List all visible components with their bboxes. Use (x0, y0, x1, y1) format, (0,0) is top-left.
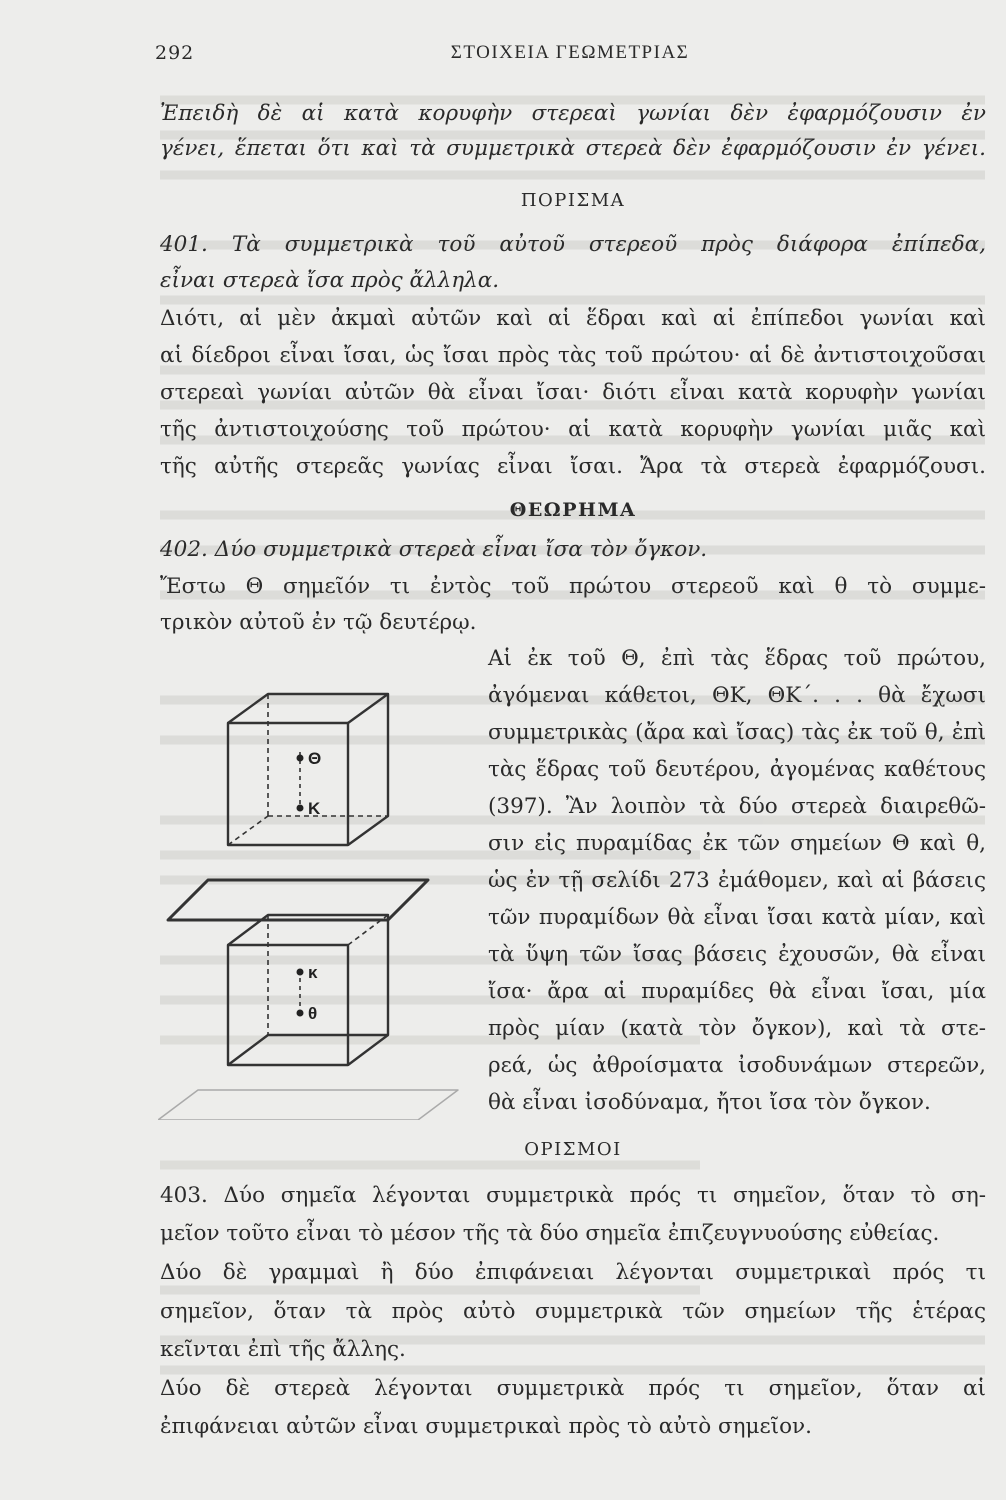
label-kappa-lower: κ (308, 963, 318, 982)
theorem-body-line-6: σιν εἰς πυραμίδας ἐκ τῶν σημείων Θ καὶ θ, (488, 831, 986, 856)
theorem-body-line-8: τῶν πυραμίδων θὰ εἶναι ἴσαι κατὰ μίαν, καὶ (488, 905, 986, 930)
symmetric-cubes-figure (158, 680, 480, 1120)
theorem-body-line-10: ἴσα· ἄρα αἱ πυραμίδες θὰ εἶναι ἴσαι, μία (488, 979, 986, 1004)
definition-lines-line-2: σημεῖον, ὅταν τὰ πρὸς αὐτὸ συμμετρικὰ τῶν σημείων τῆς ἑτέρας (160, 1299, 986, 1324)
definition-lines-line-1: Δύο δὲ γραμμαὶ ἢ δύο ἐπιφάνειαι λέγονται συμμετρικαὶ πρός τι (160, 1260, 986, 1285)
theorem-body-line-5: (397). Ἂν λοιπὸν τὰ δύο στερεὰ διαιρεθῶ- (488, 794, 986, 819)
definition-403-line-2: μεῖον τοῦτο εἶναι τὸ μέσον τῆς τὰ δύο σημεῖα ἐπιζευγνυούσης εὐθείας. (160, 1221, 940, 1246)
theorem-body-line-7: ὡς ἐν τῇ σελίδι 273 ἐμάθομεν, καὶ αἱ βάσεις (488, 868, 986, 893)
proof-line-2: αἱ δίεδροι εἶναι ἴσαι, ὡς ἴσαι πρὸς τὰς τοῦ πρώτου· αἱ δὲ ἀντιστοιχοῦσαι (160, 343, 986, 368)
label-K: K (308, 799, 321, 818)
theorem-body-line-3: συμμετρικὰς (ἄρα καὶ ἴσας) τὰς ἐκ τοῦ θ, ἐπὶ (488, 720, 986, 745)
orismoi-heading: ΟΡΙΣΜΟΙ (524, 1139, 622, 1160)
definition-solids-line-1: Δύο δὲ στερεὰ λέγονται συμμετρικὰ πρός τι σημεῖον, ὅταν αἱ (160, 1376, 986, 1401)
lower-cube-front (228, 945, 348, 1065)
opening-line-1: Ἐπειδὴ δὲ αἱ κατὰ κορυφὴν στερεαὶ γωνίαι δὲν ἐφαρμόζουσιν ἐν (160, 101, 986, 126)
theorema-heading: ΘΕΩΡΗΜΑ (509, 499, 637, 521)
mirror-plane-lower (158, 1090, 458, 1120)
point-K (297, 805, 304, 812)
theorem-body-line-4: τὰς ἕδρας τοῦ δευτέρου, ἀγομένας καθέτους (488, 757, 986, 782)
definition-403-line-1: 403. Δύο σημεῖα λέγονται συμμετρικὰ πρός τι σημεῖον, ὅταν τὸ ση- (160, 1183, 986, 1208)
theorem-intro-line-1: Ἔστω Θ σημεῖόν τι ἐντὸς τοῦ πρώτου στερεοῦ καὶ θ τὸ συμμε- (160, 574, 986, 599)
label-theta-upper: Θ (308, 749, 322, 768)
proof-line-4: τῆς ἀντιστοιχούσης τοῦ πρώτου· αἱ κατὰ κορυφὴν γωνίαι μιᾶς καὶ (160, 417, 986, 442)
proof-line-3: στερεαὶ γωνίαι αὐτῶν θὰ εἶναι ἴσαι· διότι εἶναι κατὰ κορυφὴν γωνίαι (160, 380, 986, 405)
point-kappa-lower (297, 969, 304, 976)
theorem-body-line-1: Αἱ ἐκ τοῦ Θ, ἐπὶ τὰς ἕδρας τοῦ πρώτου, (488, 646, 986, 671)
corollary-401-line-1: 401. Τὰ συμμετρικὰ τοῦ αὐτοῦ στερεοῦ πρὸς διάφορα ἐπίπεδα, (160, 232, 986, 257)
upper-cube-front (228, 723, 348, 845)
upper-cube-hidden-edge-3 (228, 816, 268, 845)
theorem-intro-line-2: τρικὸν αὐτοῦ ἐν τῷ δευτέρῳ. (160, 610, 477, 635)
theorem-402: 402. Δύο συμμετρικὰ στερεὰ εἶναι ἴσα τὸν ὄγκον. (160, 537, 708, 562)
figure-drawing (158, 680, 480, 1120)
definition-lines-line-3: κεῖνται ἐπὶ τῆς ἄλλης. (160, 1337, 406, 1362)
proof-line-5: τῆς αὐτῆς στερεᾶς γωνίας εἶναι ἴσαι. Ἄρα τὰ στερεὰ ἐφαρμόζουσι. (160, 454, 986, 479)
page-number: 292 (155, 42, 195, 64)
proof-line-1: Διότι, αἱ μὲν ἀκμαὶ αὐτῶν καὶ αἱ ἕδραι καὶ αἱ ἐπίπεδοι γωνίαι καὶ (160, 306, 986, 331)
point-theta-lower (297, 1010, 304, 1017)
theorem-body-line-13: θὰ εἶναι ἰσοδύναμα, ἤτοι ἴσα τὸν ὄγκον. (488, 1090, 931, 1115)
label-theta-lower: θ (308, 1004, 318, 1023)
point-theta-upper (297, 755, 304, 762)
upper-cube-edge (348, 694, 388, 723)
opening-line-2: γένει, ἕπεται ὅτι καὶ τὰ συμμετρικὰ στερεὰ δὲν ἐφαρμόζουσιν ἐν γένει. (160, 136, 986, 161)
theorem-body-line-9: τὰ ὕψη τῶν ἴσας βάσεις ἐχουσῶν, θὰ εἶναι (488, 942, 986, 967)
theorem-body-line-11: πρὸς μίαν (κατὰ τὸν ὄγκον), καὶ τὰ στε- (488, 1016, 986, 1041)
porisma-heading: ΠΟΡΙΣΜΑ (520, 190, 626, 211)
lower-cube-edge (348, 1035, 388, 1065)
corollary-401-line-2: εἶναι στερεὰ ἴσα πρὸς ἄλληλα. (160, 268, 500, 293)
upper-cube-top-right (228, 694, 388, 845)
lower-cube-outline (228, 915, 388, 1065)
theorem-body-line-12: ρεά, ὡς ἀθροίσματα ἰσοδυνάμων στερεῶν, (488, 1053, 986, 1078)
theorem-body-line-2: ἀγόμεναι κάθετοι, ΘΚ, ΘΚ΄. . . θὰ ἔχωσι (488, 683, 986, 708)
running-title: ΣΤΟΙΧΕΙΑ ΓΕΩΜΕΤΡΙΑΣ (450, 42, 690, 63)
definition-solids-line-2: ἐπιφάνειαι αὐτῶν εἶναι συμμετρικαὶ πρὸς τὸ αὐτὸ σημεῖον. (160, 1414, 812, 1439)
page-header (155, 42, 985, 72)
